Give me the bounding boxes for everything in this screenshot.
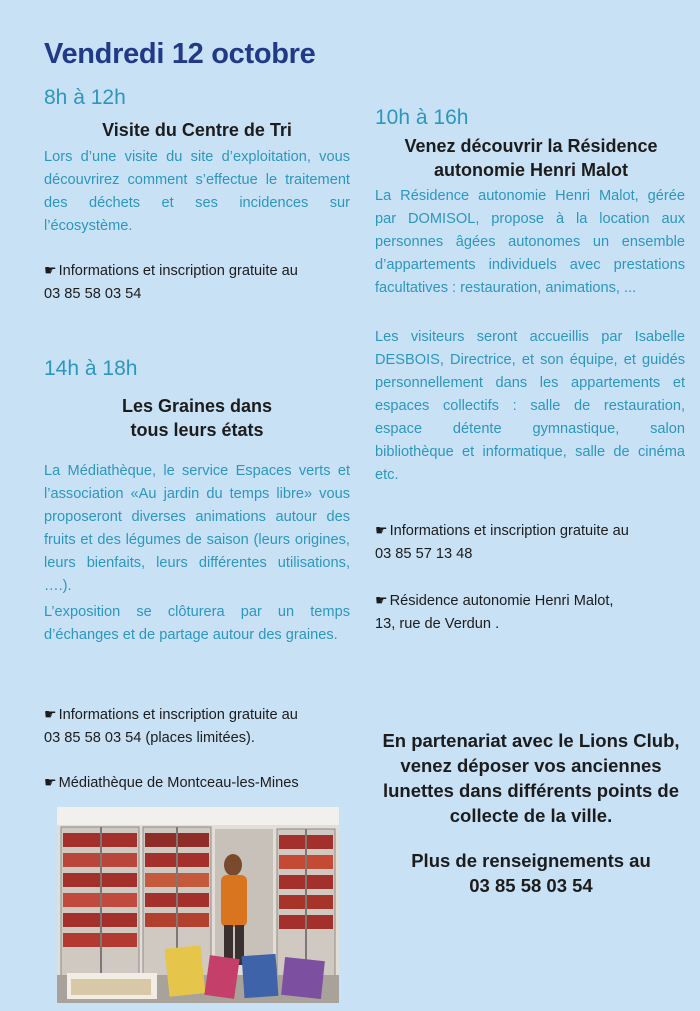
event3-description2: Les visiteurs seront accueillis par Isabelle DESBOIS, Directrice, et son équipe, et guidés personnellement dans les appartements et espaces collectifs : salle de restauration, espace détente gymnastique, salon bibliothèque et informatique, salle de cinéma etc. <box>375 329 685 483</box>
event3-location-line1: Résidence autonomie Henri Malot, <box>389 593 614 609</box>
event3-time: 10h à 16h <box>375 106 469 129</box>
event2-location-text: Médiathèque de Montceau-les-Mines <box>58 775 299 791</box>
event1-time: 8h à 12h <box>44 86 126 109</box>
library-photo-illustration <box>57 807 339 1003</box>
partner-text: En partenariat avec le Lions Club, venez déposer vos anciennes lunettes dans différents points de collecte de la ville. <box>382 730 680 826</box>
event1-heading: Visite du Centre de Tri <box>102 120 292 140</box>
partner-phone: 03 85 58 03 54 <box>469 875 593 896</box>
event3-phone: 03 85 57 13 48 <box>375 546 473 562</box>
event3-heading-line1: Venez découvrir la Résidence <box>404 136 658 156</box>
page-title: Vendredi 12 octobre <box>44 38 316 70</box>
event3-heading <box>376 134 686 182</box>
pointing-hand-icon: ☛ <box>44 774 57 790</box>
pointing-hand-icon: ☛ <box>44 706 57 722</box>
event2-location <box>44 771 354 795</box>
event1-description: Lors d’une visite du site d’exploitation, vous découvrirez comment s’effectue le traitement des déchets et ses incidences sur l’écosystème. <box>44 149 350 234</box>
event2-info <box>44 703 354 750</box>
event2-time: 14h à 18h <box>44 357 138 380</box>
event1-info <box>44 259 354 306</box>
event3-location <box>375 589 689 636</box>
partner-more-line1: Plus de renseignements au <box>411 850 651 871</box>
event3-info <box>375 519 689 566</box>
event2-description2: L’exposition se clôturera par un temps d’échanges et de partage autour des graines. <box>44 604 350 643</box>
event3-location-line2: 13, rue de Verdun . <box>375 616 500 632</box>
event3-heading-line2: autonomie Henri Malot <box>433 160 628 180</box>
event2-heading-line2: tous leurs états <box>130 420 264 440</box>
event3-description: La Résidence autonomie Henri Malot, gérée par DOMISOL, propose à la location aux personnes âgées autonomes un ensemble d’appartements individuels avec prestations facultatives : restauration, animations, ... <box>375 188 685 296</box>
library-photo <box>57 807 339 1003</box>
event2-description: La Médiathèque, le service Espaces verts et l’association «Au jardin du temps libre» vous proposeront diverses animations autour des fruits et des légumes de saison (leurs origines, leurs bienfaits, leurs différentes utilisations, ….). <box>44 463 350 594</box>
event1-info-text: Informations et inscription gratuite au <box>58 263 298 279</box>
event2-heading <box>44 394 350 442</box>
partner-more <box>378 848 684 898</box>
event1-phone: 03 85 58 03 54 <box>44 286 142 302</box>
pointing-hand-icon: ☛ <box>375 522 388 538</box>
event2-heading-line1: Les Graines dans <box>121 396 273 416</box>
event2-phone: 03 85 58 03 54 (places limitées). <box>44 730 255 746</box>
event3-info-text: Informations et inscription gratuite au <box>389 523 629 539</box>
pointing-hand-icon: ☛ <box>44 262 57 278</box>
event2-info-text: Informations et inscription gratuite au <box>58 707 298 723</box>
pointing-hand-icon: ☛ <box>375 592 388 608</box>
